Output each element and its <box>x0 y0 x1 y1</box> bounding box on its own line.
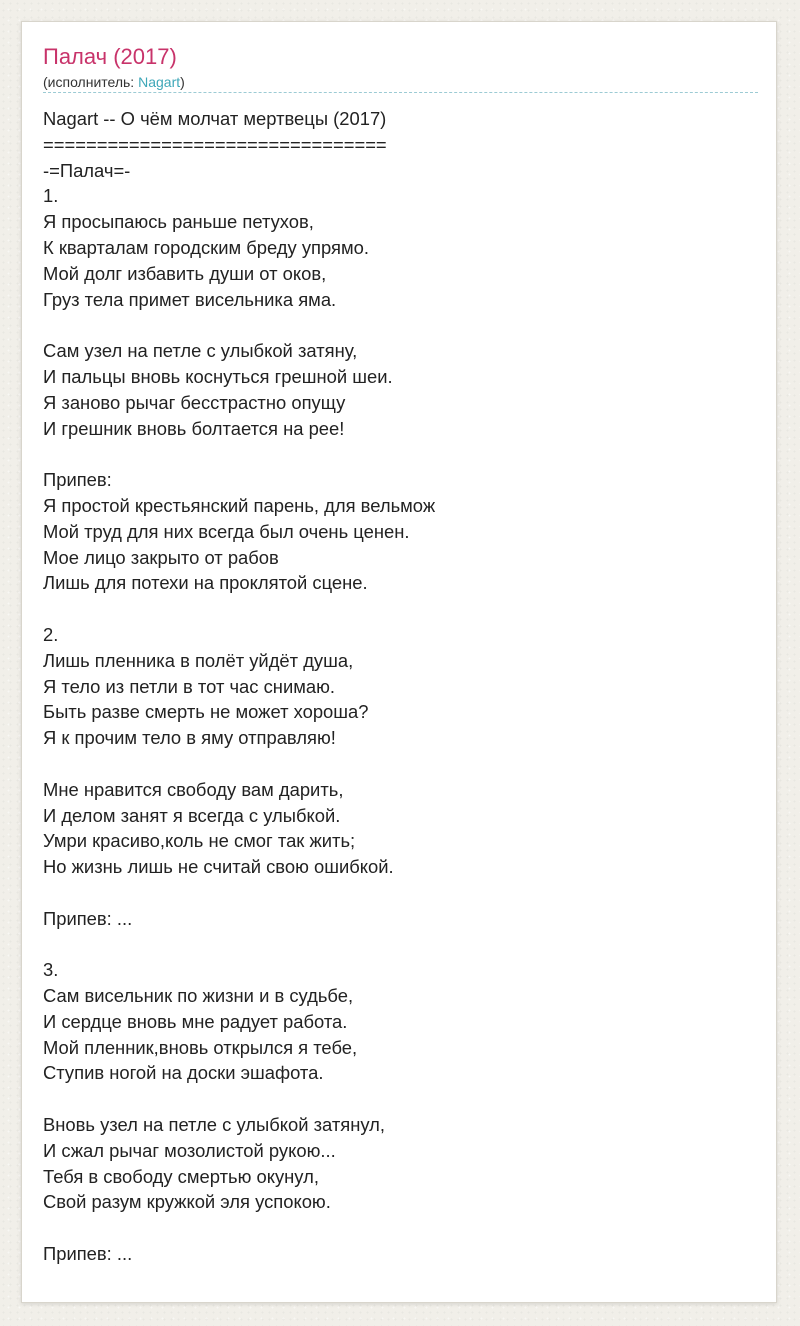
dashed-divider <box>43 92 758 93</box>
lyrics-text: Nagart -- О чём молчат мертвецы (2017) ================================ -=Палач=- 1. Я просыпаюсь раньше петухов, К кварталам городским бреду упрямо. Мой долг избавить души от оков, Груз тела примет висельника яма. Сам узел на петле с улыбкой затяну, И пальцы вновь коснуться грешной шеи. Я заново рычаг бесстрастно опущу И грешник вновь болтается на рее! Припев: Я простой крестьянский парень, для вельмож Мой труд для них всегда был очень ценен. Мое лицо закрыто от рабов Лишь для потехи на проклятой сцене. 2. Лишь пленника в полёт уйдёт душа, Я тело из петли в тот час снимаю. Быть разве смерть не может хороша? Я к прочим тело в яму отправляю! Мне нравится свободу вам дарить, И делом занят я всегда с улыбкой. Умри красиво,коль не смог так жить; Но жизнь лишь не считай свою ошибкой. Припев: ... 3. Сам висельник по жизни и в судьбе, И сердце вновь мне радует работа. Мой пленник,вновь открылся я тебе, Ступив ногой на доски эшафота. Вновь узел на петле с улыбкой затянул, И сжал рычаг мозолистой рукою... Тебя в свободу смертью окунул, Свой разум кружкой эля успокою. Припев: ... <box>43 108 436 1265</box>
lyrics-card <box>21 21 777 1303</box>
artist-link[interactable]: Nagart <box>138 74 181 90</box>
artist-prefix: (исполнитель: <box>43 74 139 90</box>
artist-line <box>43 73 185 91</box>
song-title: Палач (2017) <box>43 44 177 69</box>
artist-suffix: ) <box>180 74 185 90</box>
